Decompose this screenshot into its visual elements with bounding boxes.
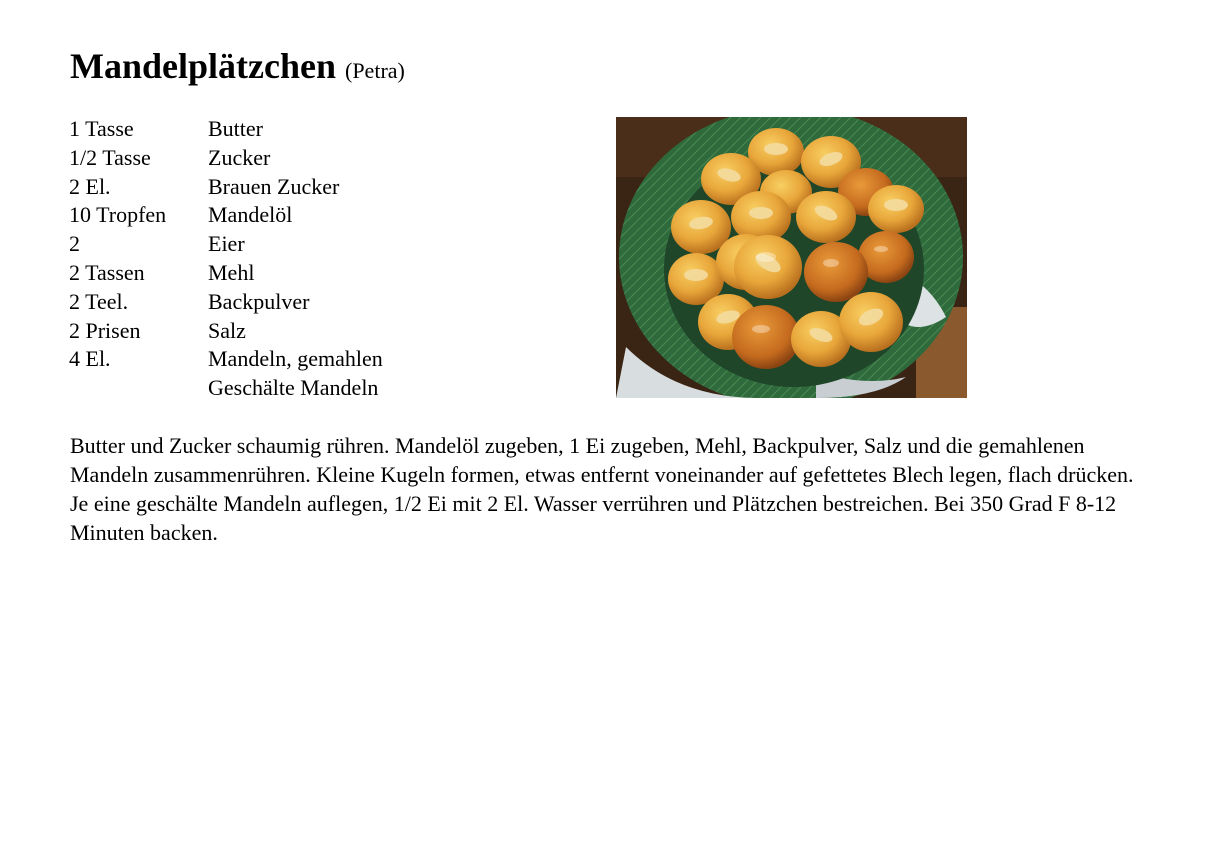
ingredient-quantity: 2 [69,231,80,257]
ingredient-quantity: 2 El. [69,173,111,199]
ingredient-row [69,230,383,259]
ingredient-quantity: 2 Teel. [69,288,129,314]
ingredient-name: Salz [208,317,246,343]
cookie-photo-illustration [616,117,967,398]
ingredient-name: Mehl [208,259,255,285]
ingredient-name: Brauen Zucker [208,173,340,199]
ingredient-name: Zucker [208,144,271,170]
ingredient-quantity: 4 El. [69,346,111,372]
ingredient-row [69,374,383,403]
ingredient-row [69,345,383,374]
ingredient-row [69,259,383,288]
ingredient-quantity [69,374,208,403]
ingredient-quantity: 1 Tasse [69,116,134,141]
ingredient-list [69,115,383,403]
ingredient-name: Mandeln, gemahlen [208,346,383,372]
ingredient-row [69,115,383,144]
cookie-photo [616,117,967,398]
ingredient-name: Eier [208,231,245,257]
ingredient-row [69,288,383,317]
recipe-title [70,44,405,93]
ingredient-row [69,201,383,230]
ingredient-name: Mandelöl [208,202,293,228]
ingredient-name: Geschälte Mandeln [208,375,379,401]
ingredient-row [69,144,383,173]
ingredient-quantity: 2 Prisen [69,317,141,343]
recipe-name: Mandelplätzchen [70,46,336,86]
ingredient-name: Butter [208,116,263,141]
ingredient-quantity: 10 Tropfen [69,202,167,228]
recipe-author: (Petra) [345,58,405,83]
ingredient-row [69,317,383,346]
ingredient-row [69,173,383,202]
ingredient-quantity: 1/2 Tasse [69,144,151,170]
ingredient-name: Backpulver [208,288,310,314]
ingredient-quantity: 2 Tassen [69,259,145,285]
recipe-instructions: Butter und Zucker schaumig rühren. Mandelöl zugeben, 1 Ei zugeben, Mehl, Backpulver, Salz und die gemahlenen Mandeln zusammenrühren. Kleine Kugeln formen, etwas entfernt voneinander auf gefettetes Blech legen, flach drücken. Je eine geschälte Mandeln auflegen, 1/2 Ei mit 2 El. Wasser verrühren und Plätzchen bestreichen. Bei 350 Grad F 8-12 Minuten backen. [70,433,1134,545]
